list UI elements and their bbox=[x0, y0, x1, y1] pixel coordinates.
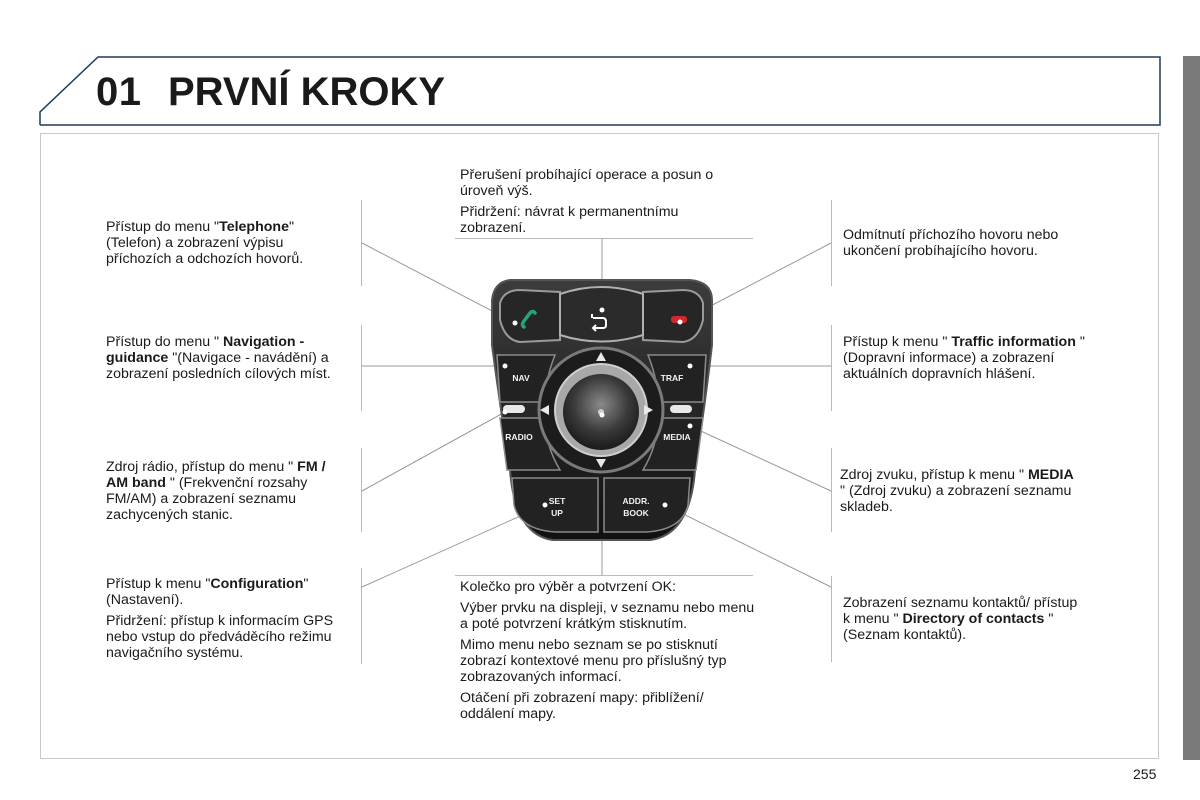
back-button bbox=[560, 287, 643, 342]
callout-telephone: Přístup do menu "Telephone" (Telefon) a zobrazení výpisu příchozích a odchozích hovorů. bbox=[106, 219, 304, 267]
right-dash bbox=[670, 405, 692, 413]
callout-knob bbox=[460, 579, 755, 727]
callout-navigation: Přístup do menu " Navigation - guidance "(Navigace - navádění) a zobrazení posledních cílových míst. bbox=[106, 334, 331, 382]
callout-media: Zdroj zvuku, přístup k menu " MEDIA " (Zdroj zvuku) a zobrazení seznamu skladeb. bbox=[840, 467, 1074, 515]
media-label: MEDIA bbox=[663, 432, 691, 442]
knob-title: Kolečko pro výběr a potvrzení OK: bbox=[460, 579, 677, 595]
setup-label-2: UP bbox=[551, 508, 563, 518]
telephone-menu-name: Telephone bbox=[219, 219, 289, 235]
configuration-hold-desc: Přidržení: přístup k informacím GPS nebo vstup do předváděcího režimu navigačního systému. bbox=[106, 613, 334, 661]
knob-select-desc: Výber prvku na displeji, v seznamu nebo menu a poté potvrzení krátkým stisknutím. bbox=[460, 600, 755, 632]
contacts-menu-name: Directory of contacts bbox=[902, 611, 1045, 627]
page-number: 255 bbox=[1133, 766, 1157, 782]
knob-zoom-desc: Otáčení při zobrazení mapy: přiblížení/ oddálení mapy. bbox=[460, 690, 704, 722]
media-menu-name: MEDIA bbox=[1027, 467, 1074, 483]
hangup-button bbox=[643, 290, 703, 342]
configuration-menu-name: Configuration bbox=[210, 576, 304, 592]
callout-contacts: Zobrazení seznamu kontaktů/ přístup k menu " Directory of contacts " (Seznam kontaktů). bbox=[843, 595, 1078, 643]
addr-label-2: BOOK bbox=[623, 508, 649, 518]
traf-label: TRAF bbox=[660, 373, 684, 383]
setup-label-1: SET bbox=[548, 496, 566, 506]
navigation-menu-name: Navigation - guidance bbox=[106, 334, 305, 366]
nav-label: NAV bbox=[512, 373, 530, 383]
chapter-number: 01 bbox=[96, 70, 142, 114]
callout-radio: Zdroj rádio, přístup do menu " FM / AM band " (Frekvenční rozsahy FM/AM) a zobrazení seznamu zachycených stanic. bbox=[106, 459, 326, 523]
page-title: PRVNÍ KROKY bbox=[168, 70, 446, 114]
knob-context-desc: Mimo menu nebo seznam se po stisknutí zobrazí kontextové menu pro příslušný typ zobrazovaných informací. bbox=[460, 637, 727, 685]
hangup-desc: Odmítnutí příchozího hovoru nebo ukončení probíhajícího hovoru. bbox=[843, 227, 1059, 259]
traffic-menu-name: Traffic information bbox=[951, 334, 1076, 350]
fm-am-menu-name: FM / AM band bbox=[106, 459, 326, 491]
callout-traffic: Přístup k menu " Traffic information " (Dopravní informace) a zobrazení aktuálních dopravních hlášení. bbox=[843, 334, 1085, 382]
phone-button bbox=[500, 290, 560, 342]
callout-hangup bbox=[843, 227, 1098, 264]
addr-label-1: ADDR. bbox=[622, 496, 650, 506]
back-hold-desc: Přidržení: návrat k permanentnímu zobrazení. bbox=[460, 204, 679, 236]
back-desc: Přerušení probíhající operace a posun o úroveň výš. bbox=[460, 167, 714, 199]
callout-configuration: Přístup k menu "Configuration" (Nastavení). Přidržení: přístup k informacím GPS nebo vstup do předváděcího režimu navigačního systému. bbox=[106, 576, 356, 666]
callout-back bbox=[460, 167, 720, 241]
radio-label: RADIO bbox=[505, 432, 533, 442]
